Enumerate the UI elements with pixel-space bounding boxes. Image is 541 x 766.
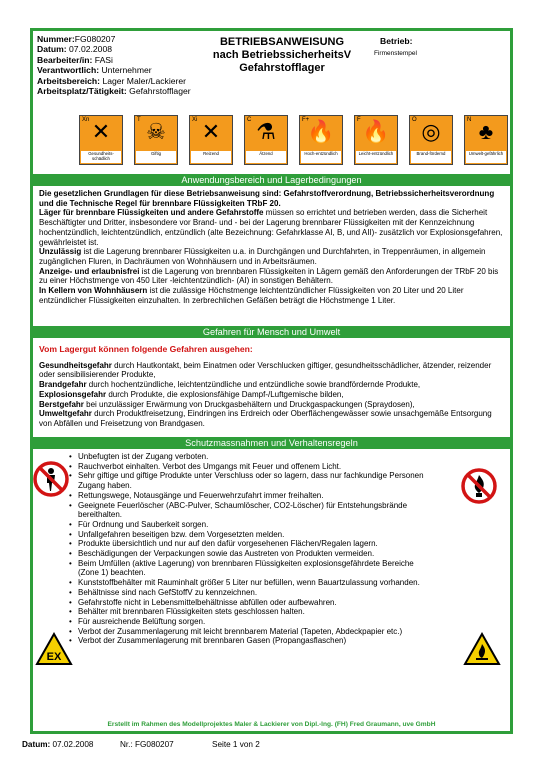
hazard-desc: durch Hautkontakt, beim Einatmen oder Verschlucken giftiger, gesundheitsschädlicher, ätzender, reizender oder sensibilisierender Produkte, (39, 360, 492, 380)
list-item: • Verbot der Zusammenlagerung mit leicht brennbarem Material (Tapeten, Abdeckpapier etc.) (69, 627, 431, 637)
list-item: • Sehr giftige und giftige Produkte unter Verschluss oder so lagern, dass nur fachkundige Personen Zugang haben. (69, 471, 431, 490)
paragraph-text: ist die Lagerung von brennbaren Flüssigkeiten in Lägern gemäß den Anforderungen der TRbF 20 bis zu einer Höchstmenge von 450 Liter -leichtentzündlich- (AI) in sonstigen Behältern. (39, 266, 499, 286)
paragraph-lead: Läger für brennbare Flüssigkeiten und andere Gefahrstoffe (39, 208, 264, 218)
hazard-type: Berstgefahr (39, 399, 84, 409)
footnote: Erstellt im Rahmen des Modellprojektes Maler & Lackierer von Dipl.-Ing. (FH) Fred Graumann, uve GmbH (107, 721, 436, 728)
paragraph-lead: Anzeige- und erlaubnisfrei (39, 266, 140, 276)
title-line: nach BetriebssicherheitsV (212, 49, 352, 61)
safety-rules-list (69, 452, 431, 646)
paragraph-lead: In Kellern von Wohnhäusern (39, 286, 148, 296)
footer-date-label: Datum: (22, 740, 51, 749)
document-title (197, 36, 367, 75)
list-item: • Unbefugten ist der Zugang verboten. (69, 452, 431, 462)
meta-line: Arbeitsplatz/Tätigkeit: Gefahrstofflager (37, 86, 191, 97)
meta-line: Arbeitsbereich: Lager Maler/Lackierer (37, 75, 187, 86)
environment-icon: N ♣ Umwelt-gefährlich (464, 115, 508, 165)
document-frame (30, 28, 513, 734)
page-number: Seite 1 von 2 (212, 740, 260, 749)
hazard-desc: bei unzulässiger Erwärmung von Druckgasbehältern und Druckgaspackungen (Spraydosen), (83, 399, 415, 409)
no-unauthorized-entry-icon (33, 461, 69, 497)
list-item: • Verbot der Zusammenlagerung mit brennbaren Gasen (Propangasflaschen) (69, 636, 431, 646)
footer-date: 07.02.2008 (52, 740, 94, 749)
section-header-schutz: Schutzmassnahmen und Verhaltensregeln (33, 437, 510, 449)
section-header-gefahren: Gefahren für Mensch und Umwelt (33, 326, 510, 338)
ex-label: EX (46, 651, 62, 663)
flame-icon: F+ 🔥 Hoch-entzündlich (299, 115, 343, 165)
list-item: • Produkte übersichtlich und nur auf den dafür vorgesehenen Flächen/Regalen lagern. (69, 539, 431, 549)
title-line: Gefahrstofflager (239, 62, 325, 74)
skull-icon: T ☠ Giftig (134, 115, 178, 165)
no-open-flame-icon (461, 468, 497, 504)
footer-nr: FG080207 (135, 740, 174, 749)
list-item: • Unfallgefahren beseitigen bzw. dem Vorgesetzten melden. (69, 530, 431, 540)
hazard-type: Explosionsgefahr (39, 389, 107, 399)
paragraph-text: ist die zulässige Höchstmenge leichtentzündlicher Flüssigkeiten von 20 Liter und 20 Liter entzündlicher Flüssigkeiten einzuhalten. In zerbrechlichen Gefäßen beträgt die Höchstmenge 1 Liter. (39, 286, 464, 305)
oxidizing-icon: O ◎ Brand-fördernd (409, 115, 453, 165)
meta-line: Nummer:FG080207 (37, 34, 116, 44)
list-item: • Kunststoffbehälter mit Rauminhalt größer 5 Liter nur befüllen, wenn Bauartzulassung vorhanden. (69, 578, 431, 588)
list-item: • Beim Umfüllen (aktive Lagerung) von brennbaren Flüssigkeiten explosionsgefährdete Bereiche (Zone 1) beachten. (69, 559, 431, 578)
paragraph-lead: Unzulässig (39, 247, 82, 257)
list-item: • Gefahrstoffe nicht in Lebensmittelbehältnisse abfüllen oder aufbewahren. (69, 598, 431, 608)
intro-text: Die gesetzlichen Grundlagen für diese Betriebsanweisung sind: Gefahrstoffverordnung, Betriebssicherheitsverordnung und die Technische Regel für brennbare Flüssigkeiten TRbF 20. (39, 189, 495, 208)
flammable-warning-icon (463, 632, 501, 666)
hazard-type: Gesundheitsgefahr (39, 360, 112, 370)
betrieb-box (374, 36, 417, 57)
list-item: • Rettungswege, Notausgänge und Feuerwehrzufahrt immer freihalten. (69, 491, 431, 501)
hazard-type: Umweltgefahr (39, 409, 92, 419)
harmful-x-icon: Xn ✕ Gesundheits-schädlich (79, 115, 123, 165)
list-item: • Behälter mit brennbaren Flüssigkeiten stets geschlossen halten. (69, 607, 431, 617)
list-item: • Für Ordnung und Sauberkeit sorgen. (69, 520, 431, 530)
list-item: • Für ausreichende Belüftung sorgen. (69, 617, 431, 627)
paragraph-text: ist die Lagerung brennbarer Flüssigkeiten u.a. in Durchgängen und Durchfahrten, in Treppenräumen, in allgemein zugänglichen Fluren, in Dachräumen von Wohnhäusern und in Arbeitsräumen. (39, 247, 486, 266)
anwendung-text (39, 189, 505, 305)
meta-line: Datum: 07.02.2008 (37, 44, 113, 55)
meta-line: Bearbeiter/in: FASi (37, 54, 113, 65)
irritant-x-icon: Xi ✕ Reizend (189, 115, 233, 165)
list-item: • Geeignete Feuerlöscher (ABC-Pulver, Schaumlöscher, CO2-Löscher) für Entstehungsbrände bereithalten. (69, 501, 431, 520)
flame-icon: F 🔥 Leicht-entzündlich (354, 115, 398, 165)
hazard-warning: Vom Lagergut können folgende Gefahren ausgehen: (39, 344, 253, 354)
hazard-desc: durch Produktfreisetzung, Eindringen ins Erdreich oder Oberflächengewässer sowie unsachgemäße Entsorgung von Abfällen und Freisetzung von Brandgasen. (39, 409, 492, 428)
hazard-desc: durch hochentzündliche, leichtentzündliche und entzündliche sowie brandfördernde Produkte, (86, 380, 421, 390)
hazard-desc: durch Produkte, die explosionsfähige Dampf-/Luftgemische bilden, (106, 389, 344, 399)
meta-line: Verantwortlich: Unternehmer (37, 65, 152, 76)
title-line: BETRIEBSANWEISUNG (219, 36, 345, 48)
corrosive-icon: C ⚗ Ätzend (244, 115, 288, 165)
hazard-symbol-row (79, 115, 509, 169)
paragraph-text: müssen so errichtet und betrieben werden, dass die Sicherheit Beschäftigter und Dritter, insbesondere vor Brand- und - bei der Lagerung brennbarer Flüssigkeiten mit der Kennzeichnung hochentzündlich, leichtentzündlich, entzündlich (alte Bezeichnung: Gefahrklasse AI, B, und AII)- zusätzlich vor Explosionsgefahren, gewährleistet ist. (39, 208, 503, 247)
list-item: • Beschädigungen der Verpackungen sowie das Austreten von Produkten vermeiden. (69, 549, 431, 559)
company-stamp-placeholder: Firmenstempel (374, 50, 417, 57)
section-header-anwendung: Anwendungsbereich und Lagerbedingungen (33, 174, 510, 186)
gefahren-text (39, 345, 505, 429)
list-item: • Rauchverbot einhalten. Verbot des Umgangs mit Feuer und offenem Licht. (69, 462, 431, 472)
footer-nr-label: Nr.: (120, 740, 133, 749)
document-header (37, 34, 512, 120)
hazard-type: Brandgefahr (39, 380, 87, 390)
header-meta (37, 34, 191, 96)
list-item: • Behältnisse sind nach GefStoffV zu kennzeichnen. (69, 588, 431, 598)
explosion-hazard-ex-icon (35, 632, 73, 666)
betrieb-label: Betrieb: (380, 36, 413, 46)
